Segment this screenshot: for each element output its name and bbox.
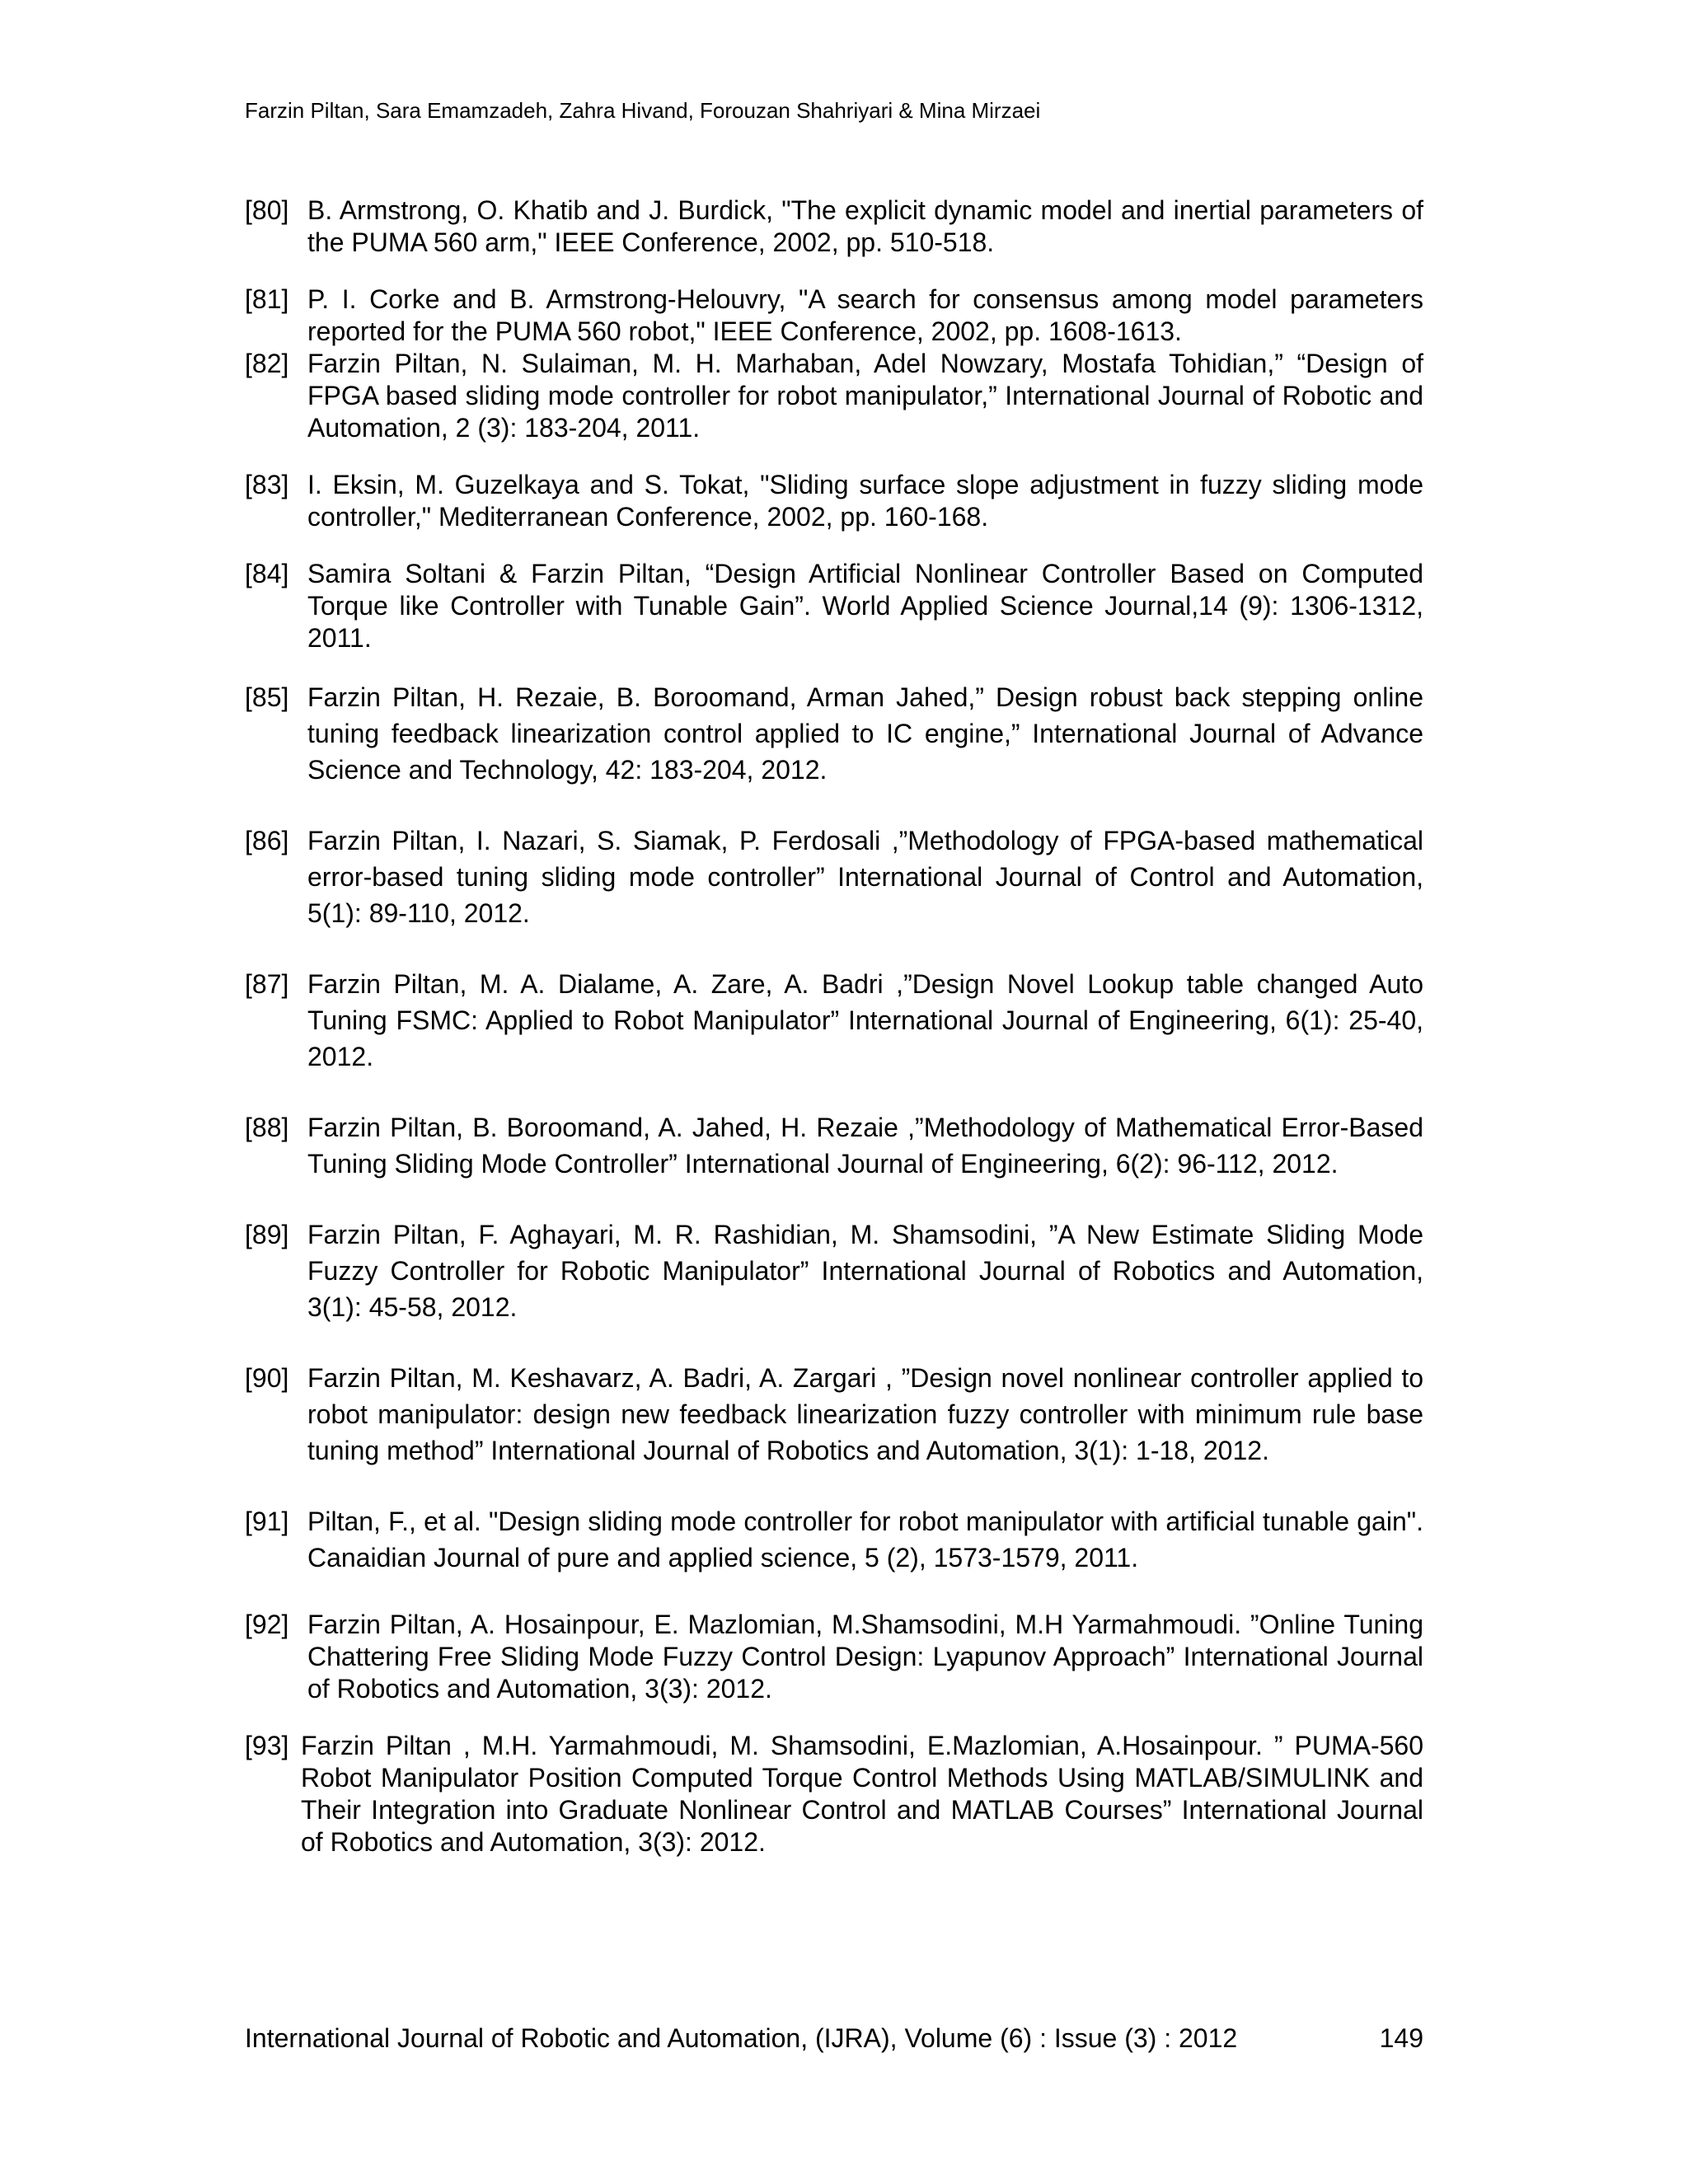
reference-text: Farzin Piltan, M. A. Dialame, A. Zare, A. Badri ,”Design Novel Lookup table changed Auto Tuning FSMC: Applied to Robot Manipulator” International Journal of Engineering, 6(1): 25-40, 2012. xyxy=(307,969,1423,1071)
reference-number: [81] xyxy=(245,284,289,314)
reference-item xyxy=(245,469,1423,533)
reference-item xyxy=(245,1109,1423,1182)
reference-number: [84] xyxy=(245,559,289,588)
reference-number: [91] xyxy=(245,1507,289,1536)
footer-journal: International Journal of Robotic and Automation, (IJRA), Volume (6) : Issue (3) : 2012 xyxy=(245,2023,1238,2053)
reference-item xyxy=(245,1503,1423,1576)
reference-text: Farzin Piltan, I. Nazari, S. Siamak, P. Ferdosali ,”Methodology of FPGA-based mathematical error-based tuning sliding mode controller” International Journal of Control and Automation, 5(1): 89-110, 2012. xyxy=(307,826,1423,928)
reference-text: Farzin Piltan, M. Keshavarz, A. Badri, A. Zargari , ”Design novel nonlinear controller applied to robot manipulator: design new feedback linearization fuzzy controller with minimum rule base tuning method” International Journal of Robotics and Automation, 3(1): 1-18, 2012. xyxy=(307,1363,1423,1465)
running-header: Farzin Piltan, Sara Emamzadeh, Zahra Hivand, Forouzan Shahriyari & Mina Mirzaei xyxy=(245,98,1041,123)
reference-item xyxy=(245,284,1423,348)
page-number: 149 xyxy=(1379,2023,1423,2053)
reference-text: Farzin Piltan, B. Boroomand, A. Jahed, H. Rezaie ,”Methodology of Mathematical Error-Based Tuning Sliding Mode Controller” International Journal of Engineering, 6(2): 96-112, 2012. xyxy=(307,1113,1423,1179)
reference-text: Piltan, F., et al. "Design sliding mode controller for robot manipulator with artificial tunable gain". Canaidian Journal of pure and applied science, 5 (2), 1573-1579, 2011. xyxy=(307,1507,1423,1572)
reference-number: [92] xyxy=(245,1610,289,1639)
reference-item xyxy=(245,194,1423,259)
reference-text: Farzin Piltan, F. Aghayari, M. R. Rashidian, M. Shamsodini, ”A New Estimate Sliding Mode Fuzzy Controller for Robotic Manipulator” International Journal of Robotics and Automation, 3(1): 45-58, 2012. xyxy=(307,1220,1423,1322)
reference-number: [82] xyxy=(245,349,289,378)
reference-item xyxy=(245,558,1423,654)
reference-item xyxy=(245,823,1423,931)
reference-item xyxy=(245,679,1423,788)
reference-number: [89] xyxy=(245,1220,289,1249)
reference-number: [85] xyxy=(245,682,289,712)
reference-text: P. I. Corke and B. Armstrong-Helouvry, "A search for consensus among model parameters reported for the PUMA 560 robot," IEEE Conference, 2002, pp. 1608-1613. xyxy=(307,284,1423,346)
reference-text: Farzin Piltan, H. Rezaie, B. Boroomand, Arman Jahed,” Design robust back stepping online tuning feedback linearization control applied to IC engine,” International Journal of Advance Science and Technology, 42: 183-204, 2012. xyxy=(307,682,1423,785)
reference-number: [83] xyxy=(245,470,289,499)
reference-text: Farzin Piltan, A. Hosainpour, E. Mazlomian, M.Shamsodini, M.H Yarmahmoudi. ”Online Tuning Chattering Free Sliding Mode Fuzzy Control Design: Lyapunov Approach” International Journal of Robotics and Automation, 3(3): 2012. xyxy=(307,1610,1423,1704)
reference-text: Farzin Piltan , M.H. Yarmahmoudi, M. Shamsodini, E.Mazlomian, A.Hosainpour. ” PUMA-560 Robot Manipulator Position Computed Torque Control Methods Using MATLAB/SIMULINK and Their Integration into Graduate Nonlinear Control and MATLAB Courses” International Journal of Robotics and Automation, 3(3): 2012. xyxy=(301,1731,1423,1857)
reference-number: [88] xyxy=(245,1113,289,1142)
reference-item xyxy=(245,1360,1423,1469)
reference-item xyxy=(245,1609,1423,1705)
reference-text: B. Armstrong, O. Khatib and J. Burdick, "The explicit dynamic model and inertial parameters of the PUMA 560 arm," IEEE Conference, 2002, pp. 510-518. xyxy=(307,195,1423,257)
reference-number: [93] xyxy=(245,1731,289,1760)
reference-item xyxy=(245,1730,1423,1858)
reference-number: [86] xyxy=(245,826,289,855)
reference-number: [80] xyxy=(245,195,289,225)
reference-list xyxy=(245,194,1423,1858)
reference-item xyxy=(245,966,1423,1075)
reference-number: [87] xyxy=(245,969,289,999)
reference-item xyxy=(245,1216,1423,1325)
reference-item xyxy=(245,348,1423,444)
reference-text: Samira Soltani & Farzin Piltan, “Design Artificial Nonlinear Controller Based on Computed Torque like Controller with Tunable Gain”. World Applied Science Journal,14 (9): 1306-1312, 2011. xyxy=(307,559,1423,653)
reference-text: I. Eksin, M. Guzelkaya and S. Tokat, "Sliding surface slope adjustment in fuzzy sliding mode controller," Mediterranean Conference, 2002, pp. 160-168. xyxy=(307,470,1423,532)
reference-number: [90] xyxy=(245,1363,289,1393)
reference-text: Farzin Piltan, N. Sulaiman, M. H. Marhaban, Adel Nowzary, Mostafa Tohidian,” “Design of FPGA based sliding mode controller for robot manipulator,” International Journal of Robotic and Automation, 2 (3): 183-204, 2011. xyxy=(307,349,1423,443)
